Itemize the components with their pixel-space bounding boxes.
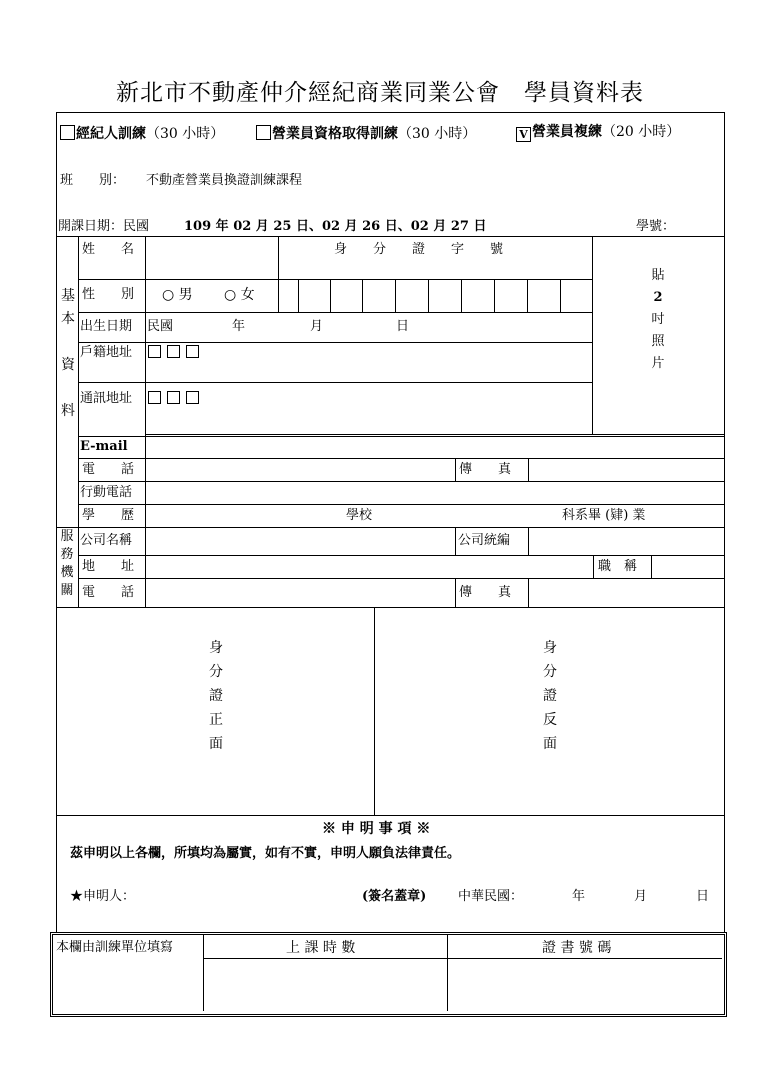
student-number-label: 學號： (636, 219, 676, 234)
start-date-label: 開課日期：民國 (58, 219, 150, 234)
course-option-3[interactable]: V 營業員複練（20 小時） (516, 125, 680, 142)
declarant-label: ★申明人： (70, 889, 136, 904)
company-tax-id-label: 公司統編 (458, 533, 511, 548)
name-label: 姓 名 (82, 242, 135, 257)
sign-year: 年 (572, 889, 586, 904)
start-date-value: 109 年 02 月 25 日、02 月 26 日、02 月 27 日 (184, 219, 487, 234)
household-zip-boxes[interactable] (148, 345, 205, 360)
mailing-address-label: 通訊地址 (80, 391, 133, 406)
footer-cert-label: 證 書 號 碼 (542, 940, 612, 956)
birth-day: 日 (396, 319, 410, 334)
birth-label: 出生日期 (80, 319, 133, 334)
photo-placeholder: 貼 2 吋 照 片 (651, 268, 665, 371)
school-label: 學校 (346, 508, 373, 523)
department-label: 科系畢 (肄) 業 (562, 508, 646, 523)
class-label: 班 別： (60, 173, 126, 188)
mailing-zip-boxes[interactable] (148, 391, 205, 406)
footer-hours-label: 上 課 時 數 (286, 940, 356, 956)
id-front-placeholder: 身 分 證 正 面 (209, 640, 223, 752)
frame-top (56, 112, 725, 113)
gender-female-radio[interactable]: ○ 女 (224, 287, 255, 303)
birth-year: 年 (232, 319, 246, 334)
signature-hint: (簽名蓋章) (362, 889, 427, 904)
birth-month: 月 (310, 319, 324, 334)
class-value: 不動產營業員換證訓練課程 (146, 173, 303, 188)
company-fax-label: 傳 真 (459, 585, 512, 600)
household-address-label: 戶籍地址 (80, 345, 133, 360)
page-title: 新北市不動產仲介經紀商業同業公會 學員資料表 (116, 80, 644, 106)
sign-month: 月 (634, 889, 648, 904)
course-option-1[interactable]: 經紀人訓練（30 小時） (60, 125, 224, 141)
frame-left (56, 112, 57, 932)
footer-unit-label: 本欄由訓練單位填寫 (56, 940, 174, 955)
company-name-label: 公司名稱 (80, 533, 133, 548)
mobile-label: 行動電話 (80, 485, 133, 500)
frame-right (724, 112, 725, 932)
job-title-label: 職 稱 (598, 559, 638, 574)
phone-label: 電 話 (82, 462, 135, 477)
section-basic-label: 基 本 資 料 (61, 288, 75, 419)
gender-label: 性 別 (82, 287, 135, 302)
course-checkbox-3[interactable]: V (516, 127, 531, 142)
id-back-placeholder: 身 分 證 反 面 (543, 640, 557, 752)
course-checkbox-1[interactable] (60, 125, 75, 140)
gender-male-radio[interactable]: ○ 男 (162, 287, 193, 303)
email-label: E-mail (80, 439, 128, 454)
birth-era: 民國 (147, 319, 174, 334)
roc-date-label: 中華民國： (458, 889, 524, 904)
education-label: 學 歷 (82, 508, 135, 523)
section-work-label: 服 務 機 關 (60, 529, 74, 598)
declaration-text: 茲申明以上各欄，所填均為屬實，如有不實，申明人願負法律責任。 (70, 846, 461, 861)
course-option-2[interactable]: 營業員資格取得訓練（30 小時） (256, 125, 476, 141)
course-checkbox-2[interactable] (256, 125, 271, 140)
sign-day: 日 (696, 889, 710, 904)
declaration-heading: ※ 申 明 事 項 ※ (322, 821, 431, 837)
company-address-label: 地 址 (82, 559, 135, 574)
id-number-label: 身 分 證 字 號 (334, 242, 504, 257)
company-phone-label: 電 話 (82, 585, 135, 600)
fax-label: 傳 真 (459, 462, 512, 477)
